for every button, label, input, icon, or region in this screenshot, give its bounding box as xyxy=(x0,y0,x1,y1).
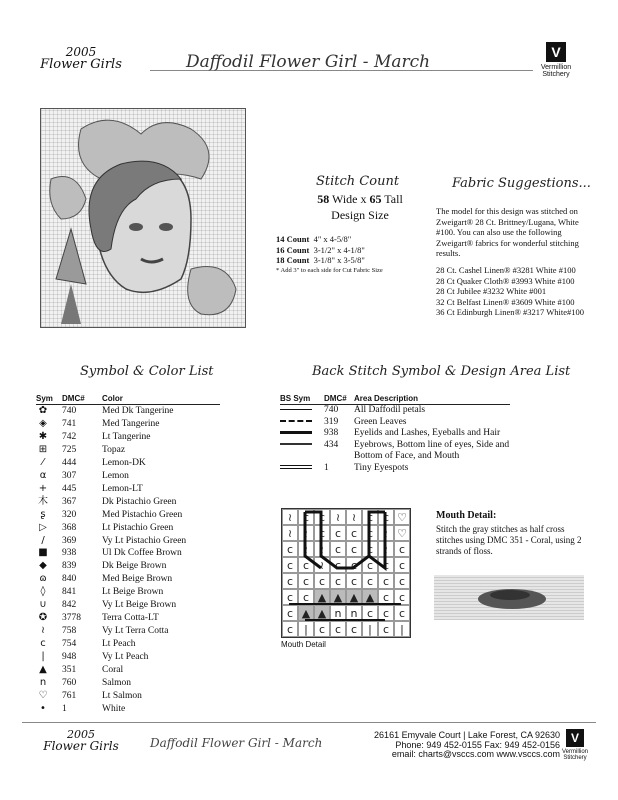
stitch-count-dimensions: 58 Wide x 65 Tall xyxy=(317,192,403,206)
footer-vermillion-logo-icon: V xyxy=(566,729,584,747)
dmc-number: 948 xyxy=(62,652,77,663)
grid-cell: c xyxy=(282,573,298,589)
grid-cell: c xyxy=(330,541,346,557)
color-name: Lt Tangerine xyxy=(102,431,151,442)
table-row xyxy=(36,651,220,664)
grid-cell: c xyxy=(330,573,346,589)
dmc-number: 369 xyxy=(62,535,77,546)
footer-phone: Phone: 949 452-0155 Fax: 949 452-0156 xyxy=(395,739,560,750)
color-name: Vy Lt Peach xyxy=(102,652,149,663)
dmc-number: 841 xyxy=(62,587,77,598)
footer-brand-year: 2005 xyxy=(67,728,95,741)
dmc-number: 3778 xyxy=(62,613,81,624)
mouth-backstitch-overlay xyxy=(281,508,411,638)
color-name: Lt Beige Brown xyxy=(102,587,164,598)
symbol-glyph: ▲ xyxy=(39,664,47,676)
grid-cell: c xyxy=(330,557,346,573)
grid-cell: c xyxy=(282,541,298,557)
count-row: 14 Count 4" x 4-5/8" xyxy=(276,234,352,244)
dmc-number: 351 xyxy=(62,665,77,676)
table-row xyxy=(36,444,220,457)
symbol-glyph: ∪ xyxy=(39,599,47,611)
table-row xyxy=(36,625,220,638)
color-name: Ul Dk Coffee Brown xyxy=(102,548,182,559)
grid-cell: c xyxy=(282,589,298,605)
table-row: 319 Green Leaves xyxy=(280,417,510,429)
grid-cell: c xyxy=(314,573,330,589)
count-row: 18 Count 3-1/8" x 3-5/8" xyxy=(276,255,365,265)
symbol-glyph: | xyxy=(41,651,45,663)
color-name: Med Beige Brown xyxy=(102,574,173,585)
symbol-glyph: • xyxy=(40,702,46,714)
symbol-glyph: ✱ xyxy=(38,430,48,442)
symbol-glyph: ✿ xyxy=(38,405,48,416)
page-title: Daffodil Flower Girl - March xyxy=(186,52,431,72)
grid-cell: ≀ xyxy=(314,557,330,573)
footer-email: email: charts@vsccs.com www.vsccs.com xyxy=(391,749,560,759)
count-row: 16 Count 3-1/2" x 4-1/8" xyxy=(276,244,365,255)
grid-cell: n xyxy=(330,605,346,621)
table-row xyxy=(36,612,220,625)
list-item: 32 Ct Belfast Linen® #3609 White #100 xyxy=(436,296,575,307)
backstitch-heading: Back Stitch Symbol & Design Area List xyxy=(312,364,571,379)
grid-cell: c xyxy=(378,573,394,589)
color-name: Dk Beige Brown xyxy=(102,561,167,572)
cut-fabric-note: * Add 3" to each side for Cut Fabric Size xyxy=(276,266,383,274)
dmc-number: 445 xyxy=(62,483,77,494)
grid-cell: c xyxy=(394,557,410,573)
backstitch-bold-line-icon xyxy=(280,431,312,434)
grid-cell: ▲ xyxy=(314,589,330,605)
table-row xyxy=(36,418,220,431)
dmc-number: 368 xyxy=(62,522,77,533)
color-name: Vy Lt Terra Cotta xyxy=(102,626,169,637)
symbol-glyph: c xyxy=(40,638,46,650)
mouth-photo-image xyxy=(434,575,584,620)
grid-cell: c xyxy=(314,525,330,541)
symbol-glyph: n xyxy=(39,677,47,689)
color-name: Coral xyxy=(102,665,124,676)
grid-cell: c xyxy=(346,557,362,573)
color-name: Lt Pistachio Green xyxy=(102,522,174,533)
color-name: Vy Lt Beige Brown xyxy=(102,600,177,611)
grid-cell: c xyxy=(346,525,362,541)
grid-cell: ▲ xyxy=(298,605,314,621)
backstitch-table xyxy=(280,394,510,474)
fabric-heading: Fabric Suggestions... xyxy=(452,176,591,191)
backstitch-medium-line-icon xyxy=(280,443,312,445)
symbol-list-heading: Symbol & Color List xyxy=(80,364,214,379)
symbol-glyph: ʂ xyxy=(40,508,46,520)
table-row xyxy=(36,586,220,599)
symbol-glyph: ⊞ xyxy=(38,443,48,455)
color-name: Lt Salmon xyxy=(102,690,142,701)
footer-brand-name: Flower Girls xyxy=(43,739,119,753)
symbol-glyph: ✪ xyxy=(38,612,48,624)
dmc-number: 725 xyxy=(62,444,77,455)
grid-cell: n xyxy=(346,605,362,621)
color-name: Lemon xyxy=(102,470,129,481)
dmc-number: 938 xyxy=(62,548,77,559)
grid-cell: c xyxy=(346,541,362,557)
table-row xyxy=(36,547,220,560)
table-row: 740 All Daffodil petals xyxy=(280,405,510,417)
grid-cell: c xyxy=(394,589,410,605)
table-row: 938 Eyelids and Lashes, Eyeballs and Hair xyxy=(280,428,510,440)
grid-cell: c xyxy=(394,573,410,589)
grid-cell: c xyxy=(394,541,410,557)
grid-cell: ≀ xyxy=(330,509,346,525)
symbol-glyph: ◆ xyxy=(39,560,47,572)
table-row xyxy=(36,470,220,483)
dmc-number: 761 xyxy=(62,690,77,701)
dmc-number: 839 xyxy=(62,561,77,572)
mouth-detail-caption: Mouth Detail xyxy=(281,640,326,649)
mouth-detail-text: Stitch the gray stitches as half cross stitches using DMC 351 - Coral, using 2 strands of floss. xyxy=(436,524,582,556)
grid-cell: c xyxy=(282,605,298,621)
grid-cell: c xyxy=(298,573,314,589)
list-item: 28 Ct Jubilee #3232 White #001 xyxy=(436,286,547,296)
color-name: Med Pistachio Green xyxy=(102,509,183,520)
list-item: 36 Ct Edinburgh Linen® #3217 White#100 xyxy=(436,307,585,317)
grid-cell: ≀ xyxy=(298,525,314,541)
symbol-glyph: α xyxy=(39,469,47,481)
grid-cell: c xyxy=(378,621,394,637)
grid-cell: c xyxy=(362,525,378,541)
grid-cell: c xyxy=(330,525,346,541)
list-item: 28 Ct Quaker Cloth® #3993 White #100 xyxy=(436,275,575,286)
grid-cell: ≀ xyxy=(378,525,394,541)
color-name: Terra Cotta-LT xyxy=(102,613,159,624)
symbol-glyph: ♡ xyxy=(38,689,48,701)
table-row xyxy=(36,573,220,586)
count-table xyxy=(276,234,436,275)
color-name: Lemon-LT xyxy=(102,483,143,494)
grid-cell: | xyxy=(298,621,314,637)
grid-cell: c xyxy=(362,557,378,573)
table-row xyxy=(36,703,220,716)
symbol-color-table xyxy=(36,394,220,716)
dmc-number: 740 xyxy=(62,406,77,416)
table-row xyxy=(36,431,220,444)
table-row xyxy=(36,522,220,535)
grid-cell: ≀ xyxy=(314,541,330,557)
fabric-list xyxy=(436,265,586,318)
color-name: Dk Pistachio Green xyxy=(102,496,177,507)
symbol-glyph: / xyxy=(41,534,45,546)
table-row xyxy=(36,664,220,677)
grid-cell: | xyxy=(394,621,410,637)
color-name: Lt Peach xyxy=(102,639,136,650)
table-row xyxy=(36,690,220,703)
table-row xyxy=(36,560,220,573)
table-row xyxy=(36,677,220,690)
grid-cell: c xyxy=(314,621,330,637)
dmc-number: 320 xyxy=(62,509,77,520)
symbol-glyph: ≀ xyxy=(41,625,45,637)
table-row: 1 Tiny Eyespots xyxy=(280,463,510,475)
grid-cell: c xyxy=(282,557,298,573)
grid-cell: ▲ xyxy=(362,589,378,605)
grid-cell: c xyxy=(362,509,378,525)
grid-cell: c xyxy=(362,605,378,621)
grid-cell: c xyxy=(282,621,298,637)
color-name: Med Tangerine xyxy=(102,418,160,429)
grid-cell: c xyxy=(330,621,346,637)
logo-caption: Vermillion Stitchery xyxy=(540,64,572,78)
dmc-number: 742 xyxy=(62,431,77,442)
dmc-number: 741 xyxy=(62,418,77,429)
grid-cell: c xyxy=(346,573,362,589)
table-row xyxy=(36,638,220,651)
grid-cell: c xyxy=(394,605,410,621)
footer-brand-logo xyxy=(22,729,140,752)
symbol-glyph: + xyxy=(38,482,48,494)
grid-cell: c xyxy=(378,589,394,605)
grid-cell: | xyxy=(362,621,378,637)
grid-cell: c xyxy=(298,557,314,573)
backstitch-double-line-icon xyxy=(280,465,312,469)
brand-year: 2005 xyxy=(65,45,97,59)
mouth-photo-illustration xyxy=(434,575,584,620)
backstitch-dashed-line-icon xyxy=(280,420,312,422)
footer-title: Daffodil Flower Girl - March xyxy=(150,736,323,750)
table-row xyxy=(36,483,220,496)
grid-cell: c xyxy=(298,589,314,605)
stitch-count-heading: Stitch Count xyxy=(316,174,400,189)
symbol-glyph: ■ xyxy=(38,547,48,559)
footer-logo-caption: Vermillion Stitchery xyxy=(561,749,588,761)
dmc-number: 444 xyxy=(62,457,77,468)
symbol-glyph: ▷ xyxy=(39,521,47,533)
color-name: Med Dk Tangerine xyxy=(102,406,174,416)
symbol-glyph: ◊ xyxy=(40,586,46,598)
grid-cell: c xyxy=(378,557,394,573)
pattern-preview-image xyxy=(40,108,246,328)
fabric-intro: The model for this design was stitched on Zweigart® 28 Ct. Brittney/Lugana, White #100. You can also use the following Zweigart® fabrics for wonderful stitching results. xyxy=(436,206,579,258)
symbol-glyph: ɷ xyxy=(39,573,47,585)
symbol-glyph: 木 xyxy=(38,495,48,507)
color-name: Vy Lt Pistachio Green xyxy=(102,535,187,546)
brand-logo xyxy=(22,46,140,71)
grid-cell: ≀ xyxy=(282,525,298,541)
footer-contact xyxy=(330,731,560,760)
grid-cell: c xyxy=(298,509,314,525)
grid-cell: c xyxy=(314,509,330,525)
color-name: White xyxy=(102,703,126,714)
mouth-detail-heading: Mouth Detail: xyxy=(436,510,497,521)
grid-cell: ♡ xyxy=(394,525,410,541)
vermillion-logo-icon: V xyxy=(546,42,566,62)
grid-cell: ≀ xyxy=(298,541,314,557)
dmc-number: 1 xyxy=(62,703,67,714)
grid-cell: c xyxy=(362,541,378,557)
dmc-number: 842 xyxy=(62,600,77,611)
table-row xyxy=(36,405,220,418)
grid-cell: ▲ xyxy=(346,589,362,605)
grid-cell: ≀ xyxy=(378,541,394,557)
footer-address: 26161 Emyvale Court | Lake Forest, CA 92630 xyxy=(374,730,560,740)
color-name: Salmon xyxy=(102,678,132,689)
table-header-row: BS Sym DMC# Area Description xyxy=(280,394,510,405)
dmc-number: 840 xyxy=(62,574,77,585)
dmc-number: 367 xyxy=(62,496,77,507)
design-size-label: Design Size xyxy=(331,208,389,222)
grid-cell: ≀ xyxy=(282,509,298,525)
table-row xyxy=(36,599,220,612)
grid-cell: c xyxy=(378,605,394,621)
color-name: Lemon-DK xyxy=(102,457,146,468)
grid-cell: c xyxy=(362,573,378,589)
grid-cell: ▲ xyxy=(330,589,346,605)
color-name: Topaz xyxy=(102,444,126,455)
dmc-number: 758 xyxy=(62,626,77,637)
table-header-row: Sym DMC# Color xyxy=(36,394,220,405)
dmc-number: 307 xyxy=(62,470,77,481)
grid-cell: c xyxy=(346,621,362,637)
grid-cell: ▲ xyxy=(314,605,330,621)
pattern-illustration xyxy=(41,109,245,327)
grid-cell: ♡ xyxy=(394,509,410,525)
brand-name: Flower Girls xyxy=(40,57,122,72)
footer-divider xyxy=(22,722,596,723)
dmc-number: 760 xyxy=(62,678,77,689)
table-row: 434 Eyebrows, Bottom line of eyes, Side and Bottom of Face, and Mouth xyxy=(280,440,510,463)
table-row xyxy=(36,457,220,470)
symbol-glyph: ◈ xyxy=(39,417,47,429)
list-item: 28 Ct. Cashel Linen® #3281 White #100 xyxy=(436,265,576,275)
grid-cell: c xyxy=(378,509,394,525)
table-row xyxy=(36,496,220,509)
grid-cell: ≀ xyxy=(346,509,362,525)
table-row xyxy=(36,509,220,522)
backstitch-line-icon xyxy=(280,409,312,410)
symbol-glyph: ⁄ xyxy=(42,456,44,468)
dmc-number: 754 xyxy=(62,639,77,650)
table-row xyxy=(36,535,220,548)
